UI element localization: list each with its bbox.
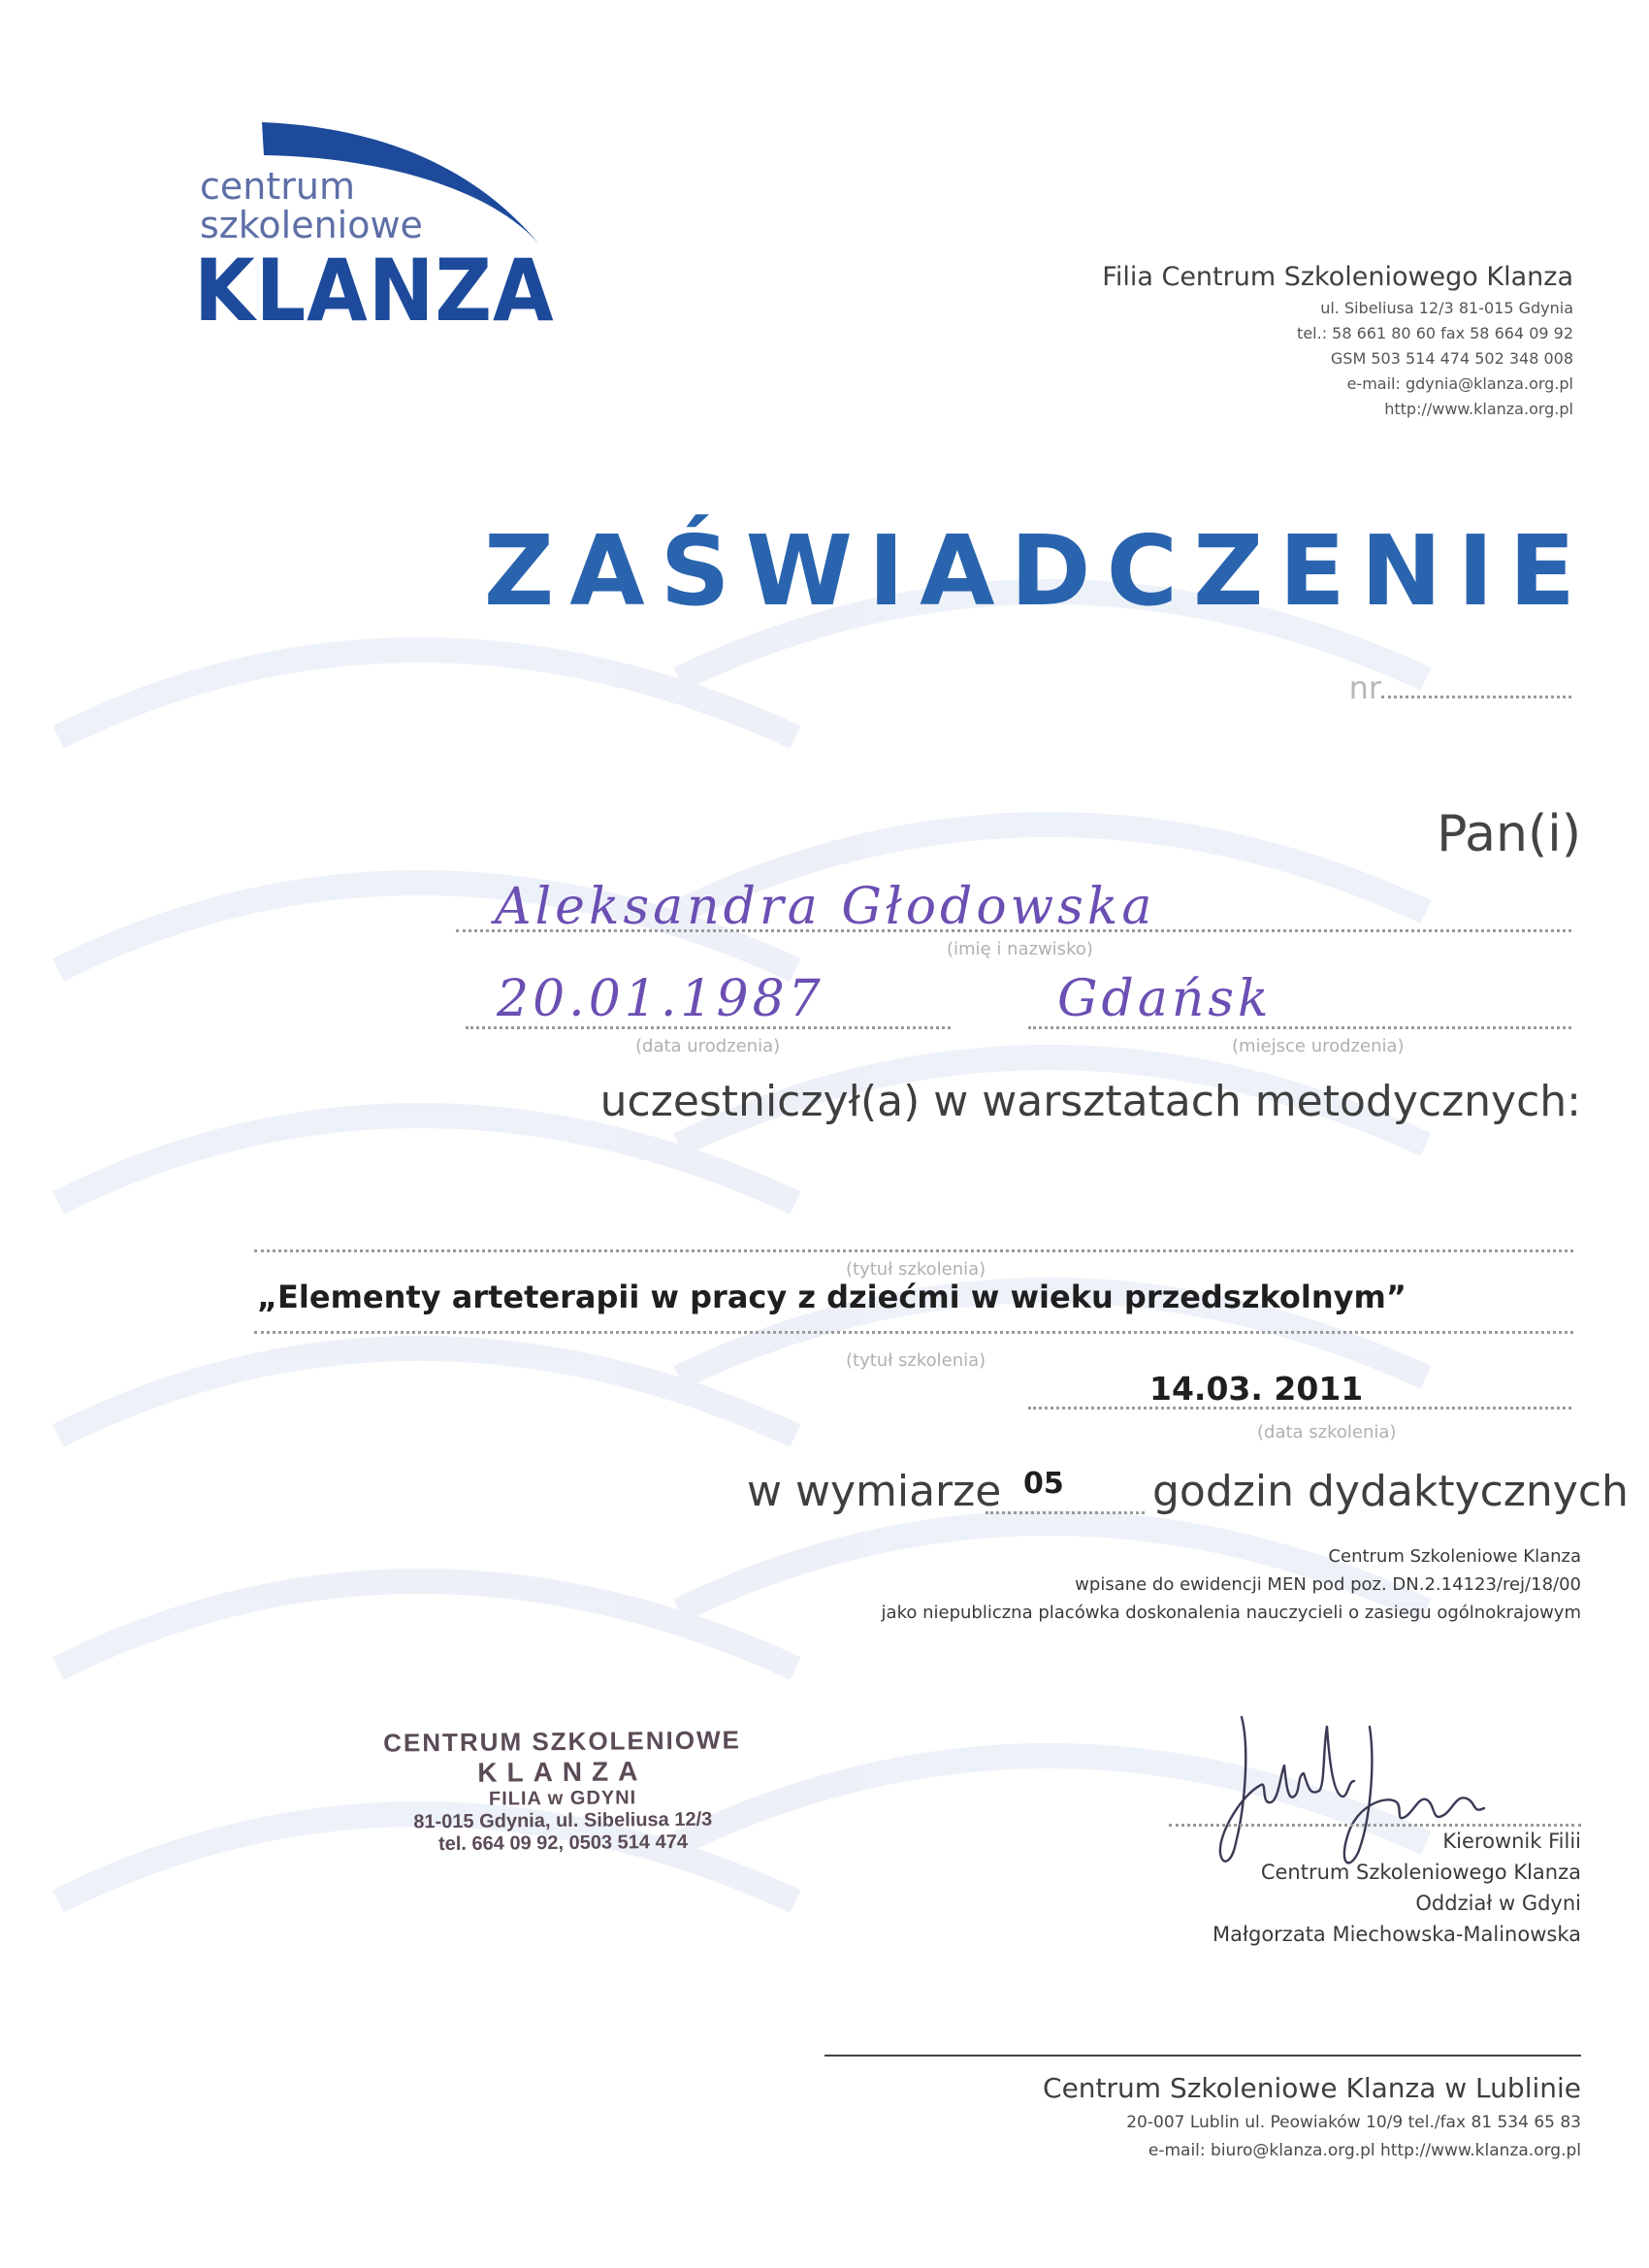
branch-website: http://www.klanza.org.pl bbox=[1384, 400, 1573, 418]
director-org: Centrum Szkoleniowego Klanza bbox=[1260, 1861, 1581, 1884]
stamp-line-5: tel. 664 09 92, 0503 514 474 bbox=[437, 1831, 688, 1856]
training-date-caption: (data szkolenia) bbox=[1257, 1422, 1397, 1442]
salutation: Pan(i) bbox=[1437, 805, 1581, 863]
training-date-dotted-line bbox=[1028, 1407, 1571, 1409]
course-title: „Elementy arteterapii w pracy z dziećmi w wieku przedszkolnym” bbox=[257, 1279, 1406, 1315]
hours-value: 05 bbox=[1023, 1467, 1064, 1501]
stamp-line-1: CENTRUM SZKOLENIOWE bbox=[383, 1725, 742, 1758]
name-caption: (imię i nazwisko) bbox=[947, 939, 1093, 959]
footer-org-name: Centrum Szkoleniowe Klanza w Lublinie bbox=[1043, 2072, 1581, 2104]
course-caption-top: (tytuł szkolenia) bbox=[846, 1259, 986, 1280]
registration-line-3: jako niepubliczna placówka doskonalenia nauczycieli o zasiegu ogólnokrajowym bbox=[881, 1603, 1581, 1623]
hours-prefix: w wymiarze bbox=[747, 1467, 1002, 1516]
branch-phone: tel.: 58 661 80 60 fax 58 664 09 92 bbox=[1297, 324, 1573, 342]
training-date: 14.03. 2011 bbox=[1149, 1370, 1364, 1408]
stamp-line-4: 81-015 Gdynia, ul. Sibeliusa 12/3 bbox=[413, 1808, 713, 1833]
certificate-number bbox=[1349, 669, 1571, 706]
footer-contact: e-mail: biuro@klanza.org.pl http://www.klanza.org.pl bbox=[1148, 2141, 1581, 2160]
hours-suffix: godzin dydaktycznych bbox=[1152, 1467, 1629, 1516]
branch-email: e-mail: gdynia@klanza.org.pl bbox=[1346, 374, 1573, 393]
registration-line-1: Centrum Szkoleniowe Klanza bbox=[1328, 1546, 1581, 1567]
birth-place-caption: (miejsce urodzenia) bbox=[1232, 1036, 1405, 1056]
course-dotted-line-bottom bbox=[254, 1331, 1573, 1334]
branch-name: Filia Centrum Szkoleniowego Klanza bbox=[1102, 262, 1573, 292]
director-name: Małgorzata Miechowska-Malinowska bbox=[1212, 1923, 1581, 1946]
branch-address: ul. Sibeliusa 12/3 81-015 Gdynia bbox=[1320, 299, 1573, 317]
footer-address: 20-007 Lublin ul. Peowiaków 10/9 tel./fax 81 534 65 83 bbox=[1126, 2113, 1581, 2132]
footer bbox=[1043, 2072, 1581, 2160]
logo-text-centrum: centrum bbox=[200, 165, 355, 208]
stamp-line-3: FILIA w GDYNI bbox=[488, 1787, 637, 1810]
birth-place-handwritten: Gdańsk bbox=[1057, 970, 1273, 1028]
director-dept: Oddział w Gdyni bbox=[1415, 1892, 1581, 1915]
birth-date-handwritten: 20.01.1987 bbox=[497, 970, 824, 1028]
certificate-number-blank bbox=[1381, 670, 1571, 698]
branch-gsm: GSM 503 514 474 502 348 008 bbox=[1330, 349, 1573, 368]
birth-date-caption: (data urodzenia) bbox=[635, 1036, 781, 1056]
document-title: ZAŚWIADCZENIE bbox=[483, 514, 1591, 628]
footer-divider bbox=[824, 2055, 1581, 2057]
director-block bbox=[1212, 1826, 1581, 1950]
stamp-line-2: KLANZA bbox=[477, 1756, 648, 1788]
person-name-handwritten: Aleksandra Głodowska bbox=[495, 878, 1156, 936]
course-caption-bottom: (tytuł szkolenia) bbox=[846, 1350, 986, 1371]
branch-header bbox=[1102, 262, 1573, 418]
hours-dotted-line bbox=[986, 1511, 1145, 1514]
participation-statement: uczestniczył(a) w warsztatach metodycznych: bbox=[599, 1077, 1581, 1126]
logo-text-klanza: KLANZA bbox=[194, 241, 555, 340]
course-dotted-line-top bbox=[254, 1249, 1573, 1252]
klanza-logo bbox=[194, 116, 555, 340]
registration-info bbox=[882, 1542, 1581, 1627]
certificate-number-label: nr bbox=[1348, 669, 1381, 706]
registration-line-2: wpisane do ewidencji MEN pod poz. DN.2.14123/rej/18/00 bbox=[1075, 1574, 1581, 1595]
director-role: Kierownik Filii bbox=[1442, 1830, 1581, 1853]
branch-stamp bbox=[368, 1725, 757, 1856]
logo-text-szkoleniowe: szkoleniowe bbox=[200, 204, 423, 246]
